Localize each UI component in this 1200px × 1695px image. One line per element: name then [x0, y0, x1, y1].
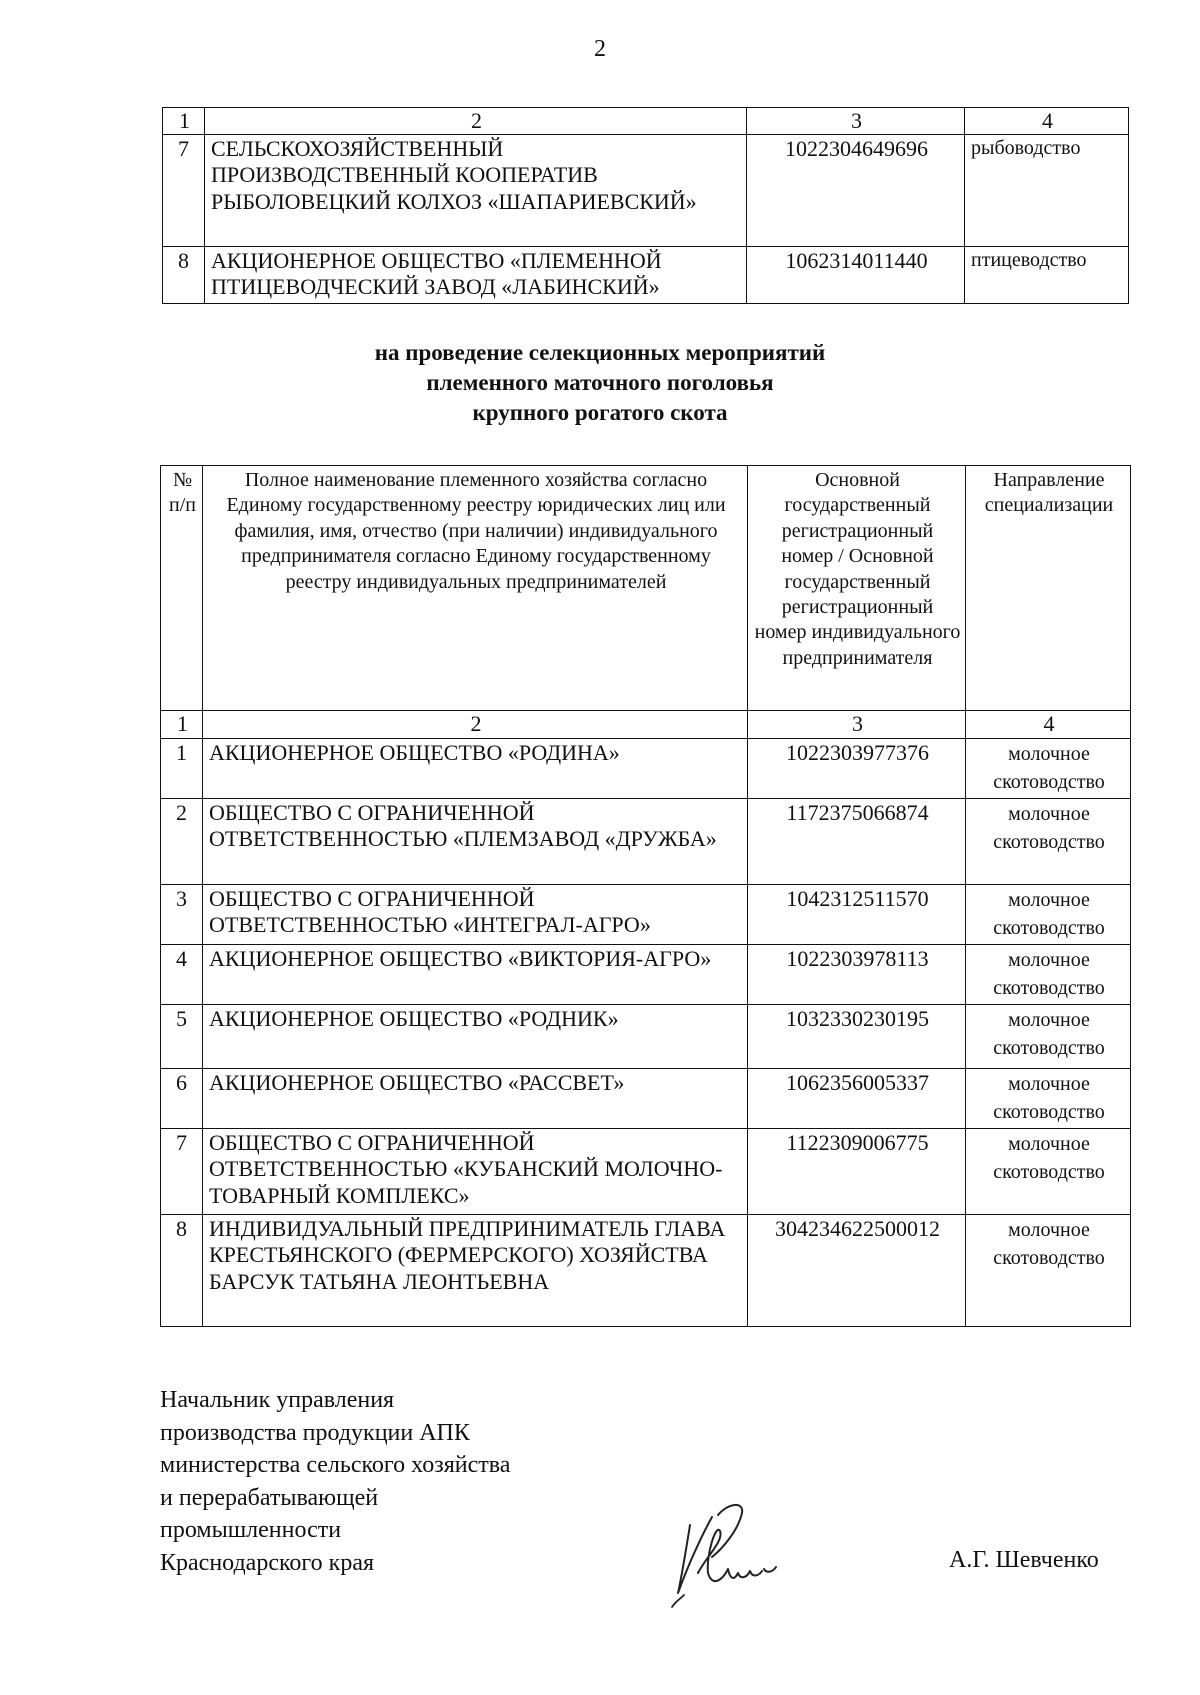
specialization: рыбоводство — [965, 135, 1129, 247]
row-number: 7 — [163, 135, 205, 247]
col-number: 4 — [966, 711, 1131, 739]
column-number-row — [163, 108, 1129, 135]
continuation-table — [162, 107, 1129, 304]
enterprise-name: ОБЩЕСТВО С ОГРАНИЧЕННОЙ ОТВЕТСТВЕННОСТЬЮ «ИНТЕГРАЛ-АГРО» — [203, 885, 748, 945]
section-heading — [0, 338, 1200, 428]
enterprise-name: АКЦИОНЕРНОЕ ОБЩЕСТВО «ВИКТОРИЯ-АГРО» — [203, 945, 748, 1005]
specialization: молочное скотоводство — [966, 885, 1131, 945]
specialization: птицеводство — [965, 247, 1129, 304]
ogrn-value: 1062314011440 — [747, 247, 965, 304]
page-number: 2 — [594, 36, 606, 62]
ogrn-value: 1062356005337 — [748, 1069, 966, 1129]
header-name: Полное наименование племенного хозяйства согласно Единому государственному реестру юридических лиц или фамилия, имя, отчество (при наличии) индивидуального предпринимателя согласно Единому государственному реестру индивидуальных предпринимателей — [203, 466, 748, 711]
table-row — [163, 247, 1129, 304]
specialization: молочное скотоводство — [966, 799, 1131, 885]
row-number: 2 — [161, 799, 203, 885]
enterprise-name: АКЦИОНЕРНОЕ ОБЩЕСТВО «ПЛЕМЕННОЙ ПТИЦЕВОДЧЕСКИЙ ЗАВОД «ЛАБИНСКИЙ» — [205, 247, 747, 304]
heading-line: крупного рогатого скота — [472, 400, 728, 425]
specialization: молочное скотоводство — [966, 1215, 1131, 1327]
row-number: 5 — [161, 1005, 203, 1069]
row-number: 1 — [161, 739, 203, 799]
specialization: молочное скотоводство — [966, 945, 1131, 1005]
enterprise-name: АКЦИОНЕРНОЕ ОБЩЕСТВО «РОДНИК» — [203, 1005, 748, 1069]
row-number: 7 — [161, 1129, 203, 1215]
table-row — [161, 885, 1131, 945]
signatory-title — [160, 1384, 510, 1579]
enterprise-name: ОБЩЕСТВО С ОГРАНИЧЕННОЙ ОТВЕТСТВЕННОСТЬЮ «КУБАНСКИЙ МОЛОЧНО-ТОВАРНЫЙ КОМПЛЕКС» — [203, 1129, 748, 1215]
specialization: молочное скотоводство — [966, 739, 1131, 799]
ogrn-value: 1022303977376 — [748, 739, 966, 799]
col-number: 2 — [205, 108, 747, 135]
row-number: 3 — [161, 885, 203, 945]
cattle-breeders-table — [160, 465, 1131, 1327]
col-number: 3 — [748, 711, 966, 739]
title-line: и перерабатывающей — [160, 1484, 379, 1511]
signatory-name: А.Г. Шевченко — [949, 1547, 1099, 1573]
ogrn-value: 1122309006775 — [748, 1129, 966, 1215]
header-ogrn: Основной государственный регистрационный номер / Основной государственный регистрационный номер индивидуального предпринимателя — [748, 466, 966, 711]
title-line: Начальник управления — [160, 1387, 395, 1413]
row-number: 4 — [161, 945, 203, 1005]
row-number: 6 — [161, 1069, 203, 1129]
row-number: 8 — [163, 247, 205, 304]
specialization: молочное скотоводство — [966, 1005, 1131, 1069]
ogrn-value: 1032330230195 — [748, 1005, 966, 1069]
enterprise-name: ОБЩЕСТВО С ОГРАНИЧЕННОЙ ОТВЕТСТВЕННОСТЬЮ «ПЛЕМЗАВОД «ДРУЖБА» — [203, 799, 748, 885]
ogrn-value: 304234622500012 — [748, 1215, 966, 1327]
header-num: № п/п — [161, 466, 203, 711]
header-spec: Направление специализации — [966, 466, 1131, 711]
table-row — [161, 799, 1131, 885]
column-number-row — [161, 711, 1131, 739]
table-row — [161, 945, 1131, 1005]
row-number: 8 — [161, 1215, 203, 1327]
col-number: 2 — [203, 711, 748, 739]
table-row — [163, 135, 1129, 247]
title-line: Краснодарского края — [160, 1549, 375, 1576]
col-number: 1 — [163, 108, 205, 135]
header-row — [161, 466, 1131, 711]
col-number: 3 — [747, 108, 965, 135]
title-line: производства продукции АПК — [160, 1419, 470, 1446]
enterprise-name: СЕЛЬСКОХОЗЯЙСТВЕННЫЙ ПРОИЗВОДСТВЕННЫЙ КООПЕРАТИВ РЫБОЛОВЕЦКИЙ КОЛХОЗ «ШАПАРИЕВСКИЙ» — [205, 135, 747, 247]
col-number: 4 — [965, 108, 1129, 135]
ogrn-value: 1022303978113 — [748, 945, 966, 1005]
title-line: промышленности — [160, 1517, 342, 1543]
title-line: министерства сельского хозяйства — [160, 1452, 511, 1478]
col-number: 1 — [161, 711, 203, 739]
heading-line: племенного маточного поголовья — [426, 370, 774, 395]
handwritten-signature — [668, 1495, 798, 1615]
ogrn-value: 1022304649696 — [747, 135, 965, 247]
table-row — [161, 1129, 1131, 1215]
heading-line: на проведение селекционных мероприятий — [374, 340, 826, 365]
table-row — [161, 1069, 1131, 1129]
specialization: молочное скотоводство — [966, 1069, 1131, 1129]
specialization: молочное скотоводство — [966, 1129, 1131, 1215]
ogrn-value: 1042312511570 — [748, 885, 966, 945]
table-row — [161, 1215, 1131, 1327]
enterprise-name: ИНДИВИДУАЛЬНЫЙ ПРЕДПРИНИМАТЕЛЬ ГЛАВА КРЕСТЬЯНСКОГО (ФЕРМЕРСКОГО) ХОЗЯЙСТВА БАРСУК ТАТЬЯНА ЛЕОНТЬЕВНА — [203, 1215, 748, 1327]
enterprise-name: АКЦИОНЕРНОЕ ОБЩЕСТВО «РОДИНА» — [203, 739, 748, 799]
enterprise-name: АКЦИОНЕРНОЕ ОБЩЕСТВО «РАССВЕТ» — [203, 1069, 748, 1129]
table-row — [161, 1005, 1131, 1069]
table-row — [161, 739, 1131, 799]
ogrn-value: 1172375066874 — [748, 799, 966, 885]
